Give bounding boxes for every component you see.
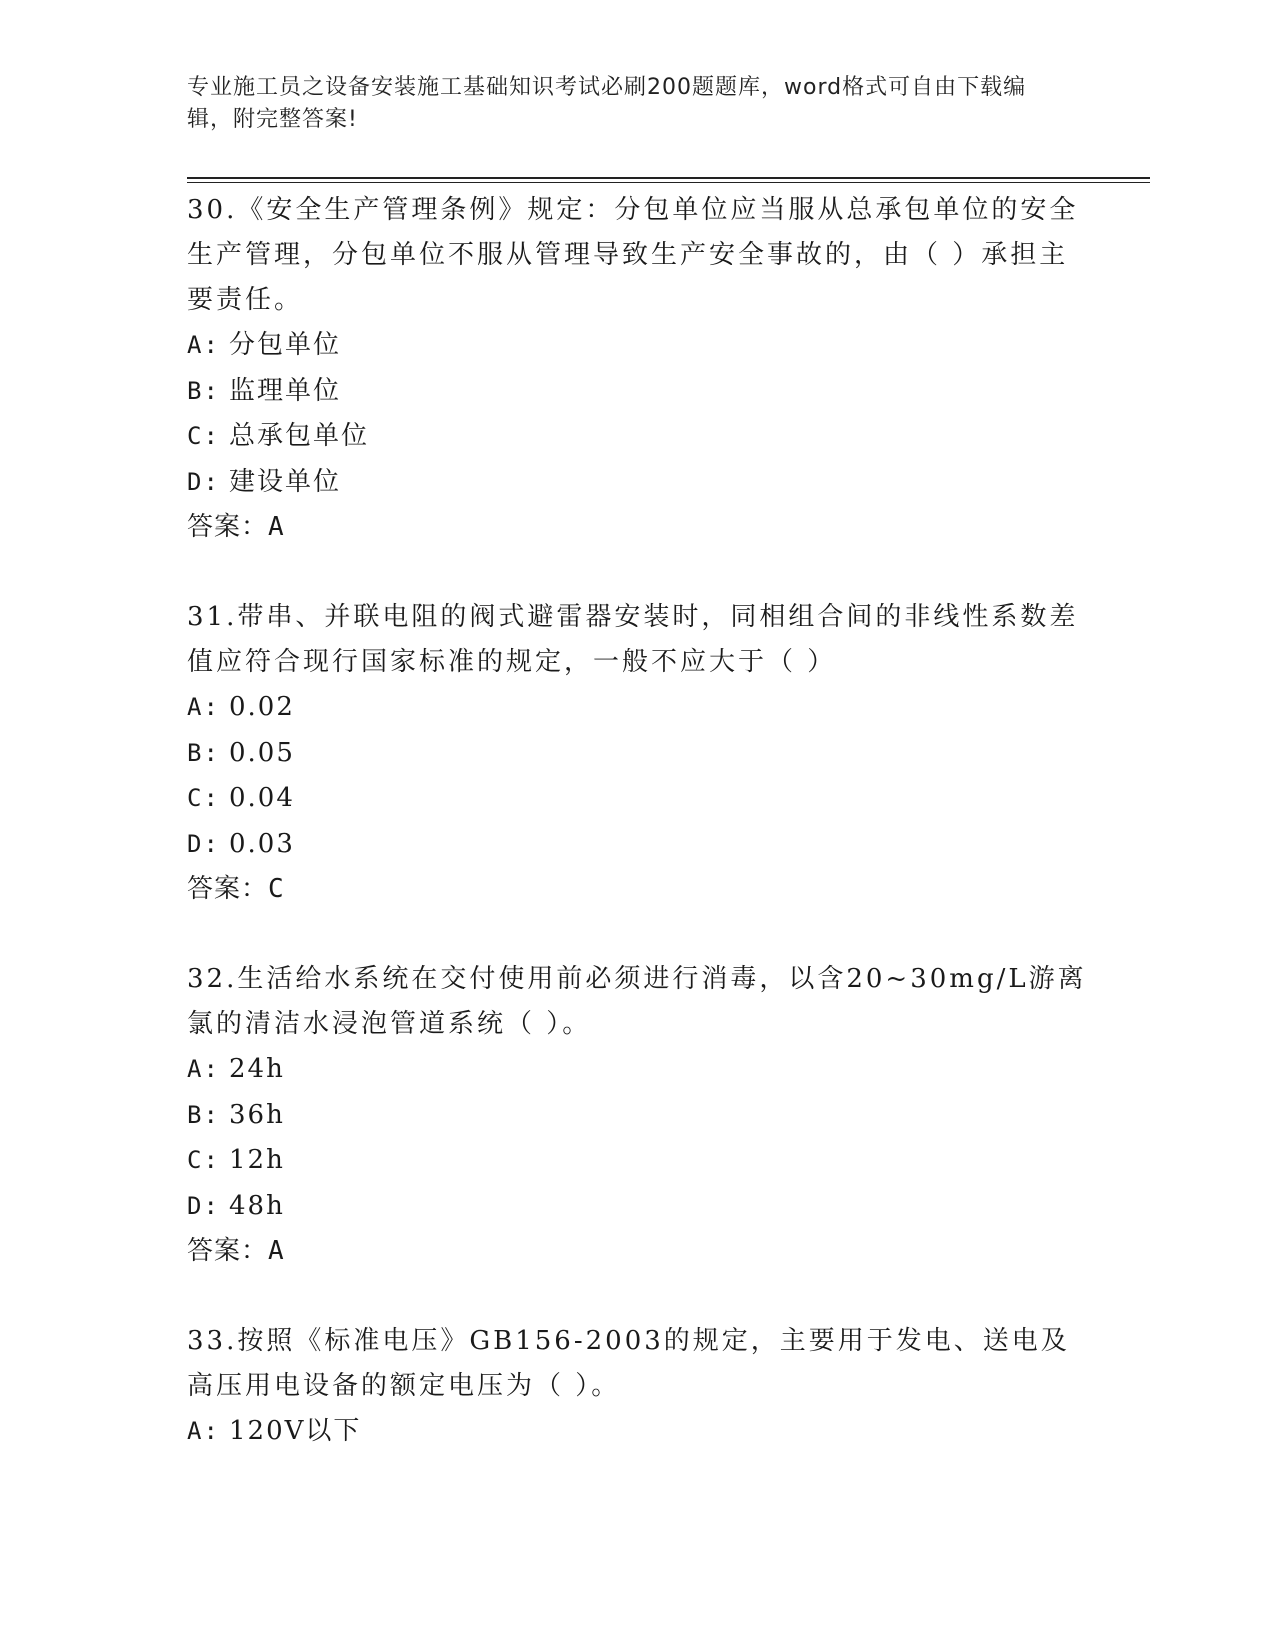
- option-letter: A:: [187, 331, 220, 359]
- answer-line: [187, 505, 1087, 550]
- question-31: [187, 595, 1087, 912]
- option-d: [187, 822, 1087, 868]
- option-letter: C:: [187, 784, 220, 812]
- option-a: [187, 1047, 1087, 1093]
- option-text: 0.05: [229, 737, 295, 768]
- option-text: 分包单位: [229, 330, 342, 360]
- option-text: 建设单位: [229, 466, 342, 497]
- option-letter: C:: [187, 422, 220, 450]
- answer-line: [187, 867, 1087, 912]
- option-letter: D:: [187, 829, 220, 858]
- question-32: [187, 957, 1087, 1274]
- option-d: [187, 1184, 1087, 1230]
- header-divider-thick: [187, 177, 1150, 179]
- option-letter: B:: [187, 738, 220, 767]
- option-letter: A:: [187, 693, 220, 721]
- answer-value: A: [268, 1236, 285, 1266]
- document-title: 专业施工员之设备安装施工基础知识考试必刷200题题库，word格式可自由下载编辑，附完整答案!: [187, 75, 1027, 132]
- question-stem: 32.生活给水系统在交付使用前必须进行消毒，以含20~30mg/L游离氯的清洁水浸泡管道系统（ ）。: [187, 964, 1087, 1039]
- option-c: [187, 1138, 1087, 1184]
- option-text: 总承包单位: [229, 421, 370, 451]
- option-letter: B:: [187, 376, 220, 405]
- option-text: 12h: [229, 1145, 285, 1175]
- option-a: [187, 1409, 1087, 1455]
- option-text: 120V以下: [229, 1416, 362, 1446]
- question-30: [187, 188, 1087, 550]
- option-letter: D:: [187, 1191, 220, 1220]
- option-b: [187, 1093, 1087, 1139]
- option-text: 48h: [229, 1190, 285, 1221]
- option-a: [187, 323, 1087, 369]
- option-text: 监理单位: [229, 375, 342, 406]
- option-text: 24h: [229, 1054, 285, 1084]
- question-33: [187, 1319, 1087, 1455]
- option-text: 0.03: [229, 828, 295, 859]
- option-letter: A:: [187, 1417, 220, 1445]
- option-letter: D:: [187, 467, 220, 496]
- question-stem: 33.按照《标准电压》GB156-2003的规定，主要用于发电、送电及高压用电设备的额定电压为（ ）。: [187, 1326, 1070, 1401]
- option-text: 0.02: [229, 692, 295, 722]
- option-text: 0.04: [229, 783, 295, 813]
- option-c: [187, 776, 1087, 822]
- option-text: 36h: [229, 1099, 285, 1130]
- answer-value: C: [268, 874, 285, 904]
- question-stem: 30.《安全生产管理条例》规定：分包单位应当服从总承包单位的安全生产管理，分包单位不服从管理导致生产安全事故的，由（ ）承担主要责任。: [187, 195, 1079, 315]
- question-stem: 31.带串、并联电阻的阀式避雷器安装时，同相组合间的非线性系数差值应符合现行国家标准的规定，一般不应大于（ ）: [187, 602, 1079, 677]
- answer-value: A: [268, 512, 285, 542]
- option-d: [187, 460, 1087, 506]
- option-letter: B:: [187, 1100, 220, 1129]
- question-list: [187, 188, 1087, 1500]
- option-a: [187, 685, 1087, 731]
- header-divider-thin: [187, 182, 1150, 183]
- answer-line: [187, 1229, 1087, 1274]
- option-letter: A:: [187, 1055, 220, 1083]
- option-b: [187, 731, 1087, 777]
- option-b: [187, 369, 1087, 415]
- answer-label: 答案：: [187, 1236, 269, 1266]
- option-c: [187, 414, 1087, 460]
- answer-label: 答案：: [187, 512, 269, 542]
- option-letter: C:: [187, 1146, 220, 1174]
- answer-label: 答案：: [187, 874, 269, 904]
